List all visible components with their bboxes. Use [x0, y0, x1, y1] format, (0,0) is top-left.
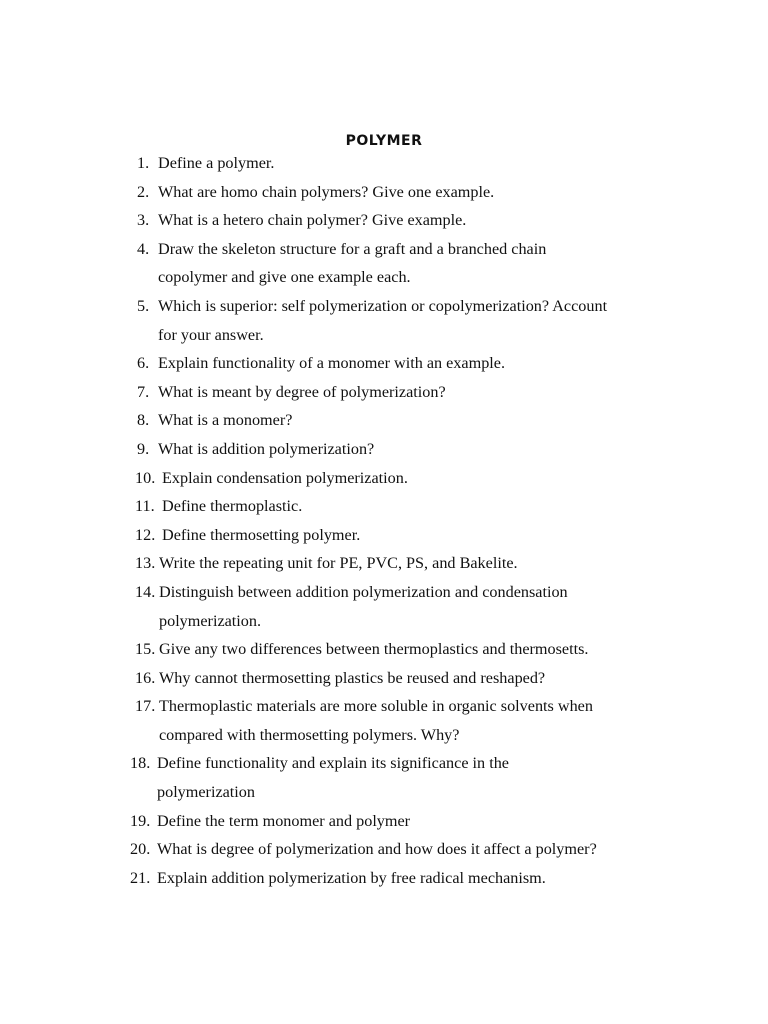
question-item	[0, 692, 768, 749]
question-text: Define thermoplastic.	[162, 497, 303, 516]
question-text: What is meant by degree of polymerization?	[158, 382, 446, 401]
question-text: What is degree of polymerization and how does it affect a polymer?	[157, 840, 597, 859]
question-number: 11.	[135, 497, 155, 516]
question-item	[0, 635, 768, 664]
question-number: 20.	[130, 840, 151, 859]
question-item	[0, 464, 768, 493]
question-text: Explain functionality of a monomer with an example.	[158, 354, 506, 373]
question-number: 4.	[137, 239, 150, 258]
question-text: Explain condensation polymerization.	[162, 468, 408, 487]
question-number: 10.	[135, 468, 156, 487]
question-item	[0, 435, 768, 464]
question-item	[0, 521, 768, 550]
question-number: 16.	[135, 668, 156, 687]
question-number: 15.	[135, 640, 156, 659]
question-text: What is addition polymerization?	[158, 439, 375, 458]
question-item	[0, 492, 768, 521]
question-text: Write the repeating unit for PE, PVC, PS, and Bakelite.	[159, 554, 518, 573]
question-text: Draw the skeleton structure for a graft and a branched chain copolymer and give one example each.	[158, 239, 547, 287]
question-text: What is a hetero chain polymer? Give example.	[158, 211, 467, 230]
question-number: 3.	[137, 211, 150, 230]
question-text: Define functionality and explain its significance in the polymerization	[157, 754, 509, 802]
question-number: 14.	[135, 582, 156, 601]
question-item	[0, 235, 768, 292]
question-number: 13.	[135, 554, 156, 573]
question-item	[0, 664, 768, 693]
question-item	[0, 578, 768, 635]
question-number: 1.	[137, 154, 150, 172]
question-item	[0, 835, 768, 864]
document-title: POLYMER	[345, 133, 423, 149]
question-text: Thermoplastic materials are more soluble in organic solvents when compared with thermosetting polymers. Why?	[159, 697, 593, 744]
question-number: 21.	[130, 868, 151, 887]
question-item	[0, 206, 768, 235]
question-number: 9.	[137, 439, 150, 458]
question-item	[0, 378, 768, 407]
question-number: 17.	[135, 697, 156, 716]
question-list	[0, 149, 768, 892]
question-number: 19.	[130, 811, 151, 830]
question-item	[0, 549, 768, 578]
question-number: 5.	[137, 296, 150, 315]
question-number: 18.	[130, 754, 151, 773]
question-item	[0, 349, 768, 378]
question-number: 7.	[137, 382, 150, 401]
question-item	[0, 292, 768, 349]
question-number: 8.	[137, 411, 150, 430]
question-text: Define a polymer.	[158, 154, 275, 172]
question-item	[0, 149, 768, 178]
question-item	[0, 749, 768, 806]
question-text: Define the term monomer and polymer	[157, 811, 411, 830]
question-text: Distinguish between addition polymerization and condensation polymerization.	[159, 582, 568, 630]
question-text: Give any two differences between thermoplastics and thermosetts.	[159, 640, 589, 659]
question-number: 12.	[135, 525, 156, 544]
question-text: Define thermosetting polymer.	[162, 525, 361, 544]
question-number: 6.	[137, 354, 150, 373]
question-item	[0, 864, 768, 893]
question-text: Explain addition polymerization by free radical mechanism.	[157, 868, 546, 887]
question-text: Which is superior: self polymerization or copolymerization? Account for your answer.	[158, 296, 608, 344]
question-item	[0, 807, 768, 836]
question-text: What are homo chain polymers? Give one example.	[158, 182, 495, 201]
question-number: 2.	[137, 182, 150, 201]
question-item	[0, 178, 768, 207]
question-item	[0, 406, 768, 435]
question-text: Why cannot thermosetting plastics be reused and reshaped?	[159, 668, 546, 687]
question-text: What is a monomer?	[158, 411, 293, 430]
